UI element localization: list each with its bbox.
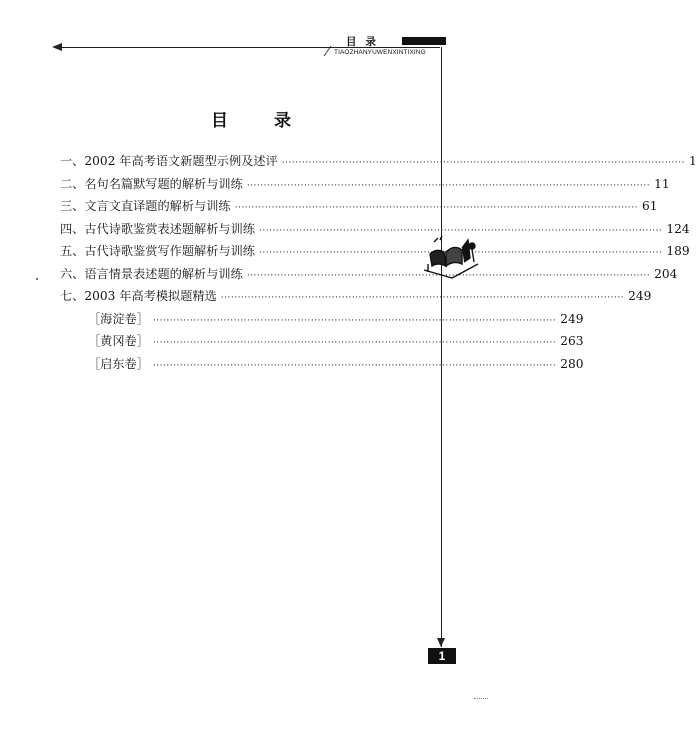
running-header-subtitle: TIAOZHANYUWENXINTIXING	[334, 49, 426, 56]
dot-leader: ························································································································	[234, 203, 638, 213]
header-black-bar	[402, 37, 446, 45]
dot-leader: ························································································································	[281, 158, 686, 168]
toc-entry	[60, 332, 584, 355]
toc-entry	[60, 220, 690, 243]
dot-leader: ························································································································	[246, 180, 651, 191]
down-arrow-icon	[437, 638, 445, 647]
dot-leader: ························································································································	[259, 248, 663, 258]
toc-entry-page: 263	[560, 334, 584, 348]
toc-entry-label: ［启东卷］	[88, 356, 149, 371]
dot-leader: ························································································································	[220, 293, 625, 303]
dot-leader: ························································································································	[259, 225, 663, 236]
scan-speck	[474, 698, 488, 701]
toc-entry-page: 249	[560, 311, 584, 326]
running-header	[336, 34, 446, 47]
toc-entry-label: 六、语言情景表述题的解析与训练	[60, 266, 243, 281]
toc-entry-page: 11	[654, 176, 670, 191]
toc-entry-label: 四、古代诗歌鉴赏表述题解析与训练	[60, 221, 255, 236]
toc-entry	[60, 175, 670, 198]
toc-entry	[60, 242, 690, 265]
page-title: 目 录	[211, 111, 311, 131]
dot-leader: ························································································································	[246, 270, 651, 281]
toc-entry-label: 一、2002 年高考语文新题型示例及述评	[60, 154, 278, 168]
toc-entry-label: 三、文言文直译题的解析与训练	[60, 199, 231, 213]
toc-entry-label: 七、2003 年高考模拟题精选	[60, 289, 217, 303]
toc-entry-page: 249	[628, 289, 652, 303]
toc-entry-label: ［黄冈卷］	[88, 334, 149, 348]
toc-entry-label: 二、名句名篇默写题的解析与训练	[60, 176, 243, 191]
scan-speck	[36, 278, 38, 280]
toc-entry-page: 280	[560, 356, 584, 371]
toc-entry-page: 61	[641, 199, 658, 213]
page-number: 1	[428, 648, 456, 664]
dot-leader: ························································································································	[152, 315, 557, 326]
toc-entry-page: 124	[666, 221, 690, 236]
toc-entry-label: 五、古代诗歌鉴赏写作题解析与训练	[60, 244, 255, 258]
toc-entry	[60, 265, 678, 288]
toc-entry-label: ［海淀卷］	[88, 311, 149, 326]
running-header-title: 目录	[346, 36, 385, 48]
dot-leader: ························································································································	[152, 338, 557, 348]
toc-entry	[60, 310, 584, 333]
toc-entry	[60, 287, 652, 310]
toc-entry	[60, 152, 697, 175]
toc-entry-page: 1	[689, 154, 697, 168]
toc-entry-page: 189	[666, 244, 690, 258]
dot-leader: ························································································································	[152, 360, 557, 371]
table-of-contents	[60, 152, 697, 377]
toc-entry	[60, 355, 584, 378]
toc-entry	[60, 197, 658, 220]
toc-entry-page: 204	[654, 266, 678, 281]
